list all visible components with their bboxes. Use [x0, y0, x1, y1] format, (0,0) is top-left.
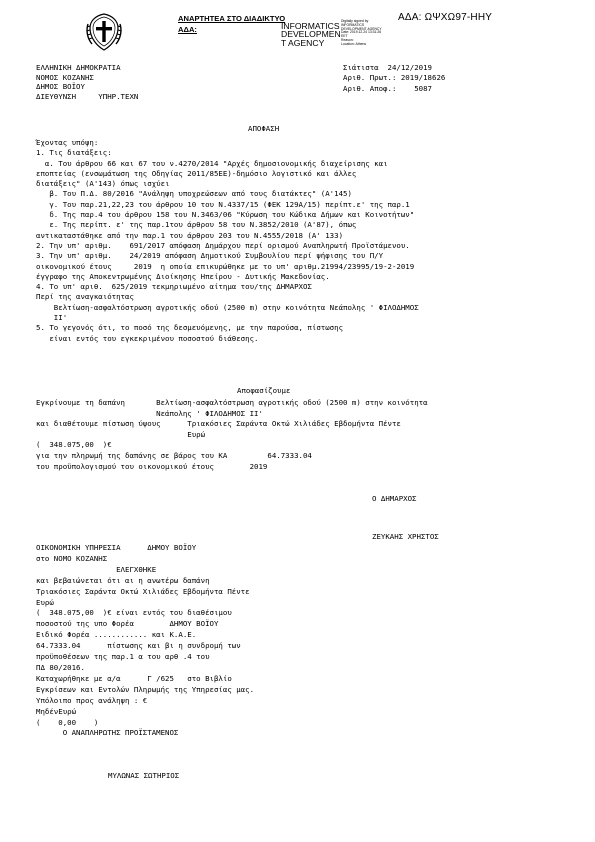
ref-decision-number: Αριθ. Αποφ.: 5087 — [343, 83, 432, 93]
approval-line: και διαθέτουμε πίστωση ύψους Τριακόσιες Σαράντα Οκτώ Χιλιάδες Εβδομήντα Πέντε — [36, 419, 401, 429]
body-line: έγγραφο της Αποκεντρωμένης Διοίκησης Ηπείρου - Δυτικής Μακεδονίας. — [36, 271, 330, 281]
body-line: 2. Την υπ' αριθμ. 691/2017 απόφαση Δημάρχου περί ορισμού Αναπληρωτή Προϊστάμενου. — [36, 240, 410, 250]
decide-heading: Αποφασίζουμε — [237, 386, 291, 395]
finance-line: ( 0,00 ) — [36, 717, 99, 727]
finance-line: ΟΙΚΟΝΟΜΙΚΗ ΥΠΗΡΕΣΙΑ ΔΗΜΟΥ ΒΟΪΟΥ — [36, 543, 197, 552]
approval-line: Εγκρίνουμε τη δαπάνη Βελτίωση-ασφαλτόστρωση αγροτικής οδού (2500 m) στην κοινότητα — [36, 398, 428, 407]
issuer-line: ΔΗΜΟΣ ΒΟΪΟΥ — [36, 82, 85, 92]
digital-signature-block: Digitally signed by INFORMATICS DEVELOPMENT AGENCY Date: 2019.12.24 13:31:26 EET Reason: Location: Athens — [341, 19, 382, 46]
approval-line: ( 348.075,00 )€ — [36, 440, 112, 450]
finance-line: στο ΝΟΜΟ ΚΟΖΑΝΗΣ — [36, 553, 108, 563]
finance-line: Τριακόσιες Σαράντα Οκτώ Χιλιάδες Εβδομήντα Πέντε — [36, 586, 250, 596]
issuer-line: ΝΟΜΟΣ ΚΟΖΑΝΗΣ — [36, 72, 94, 82]
finance-line: ΕΛΕΓΧΘΗΚΕ — [36, 564, 157, 574]
finance-line: 64.7333.04 πίστωσης και βι η συνδρομή των — [36, 641, 241, 651]
posting-title: ΑΝΑΡΤΗΤΕΑ ΣΤΟ ΔΙΑΔΙΚΤΥΟ — [178, 14, 286, 23]
body-line: είναι εντός του εγκεκριμένου ποσοστού διάθεσης. — [36, 333, 259, 343]
approval-line: του προϋπολογισμού του οικονομικού έτους 2019 — [36, 461, 268, 471]
finance-line: και βεβαιώνεται ότι αι η ανωτέρω δαπάνη — [36, 575, 210, 585]
issuer-line: ΔΙΕΥΘΥΝΣΗ ΥΠΗΡ.ΤΕΧΝ — [36, 91, 139, 101]
body-line: ε. Της περίπτ. ε' της παρ.1του άρθρου 58 του Ν.3852/2010 (Α'87), όπως — [36, 220, 357, 230]
body-line: Βελτίωση-ασφαλτόστρωση αγροτικής οδού (2500 m) στην κοινότητα Νεάπολης ' ΦΙΛΟΔΗΜΟΣ — [36, 302, 419, 312]
decision-body — [36, 138, 419, 344]
body-line: 3. Την υπ' αριθμ. 24/2019 απόφαση Δημοτικού Συμβουλίου περί ψήφισης του Π/Υ — [36, 251, 384, 261]
ref-date: Σιάτιστα 24/12/2019 — [343, 63, 432, 72]
body-line: 1. Τις διατάξεις: — [36, 148, 112, 158]
mayor-name: ΖΕΥΚΑΗΣ ΧΡΗΣΤΟΣ — [372, 532, 439, 541]
finance-line: προϋποθέσεων της παρ.1 α του αρθ .4 του — [36, 652, 210, 662]
finance-line: Ευρώ — [36, 597, 54, 607]
mayor-title: Ο ΔΗΜΑΡΧΟΣ — [372, 494, 417, 503]
body-line: α. Του άρθρου 66 και 67 του ν.4270/2014 "Αρχές δημοσιονομικής διαχείρισης και — [36, 158, 388, 168]
issuer-line: ΕΛΛΗΝΙΚΗ ΔΗΜΟΚΡΑΤΙΑ — [36, 63, 121, 72]
ref-protocol: Αριθ. Πρωτ.: 2019/18626 — [343, 73, 446, 83]
finance-line: ΠΔ 80/2016. — [36, 662, 85, 672]
finance-line: Ειδικό Φορέα ............ και Κ.Α.Ε. — [36, 630, 197, 640]
finance-line: ( 348.075,00 )€ είναι εντός του διαθέσιμου — [36, 608, 232, 618]
reference-block — [343, 63, 445, 94]
approval-line: για την πληρωμή της δαπάνης σε βάρος του ΚΑ 64.7333.04 — [36, 450, 312, 460]
body-line: εποπτείας (ενσωμάτωση της Οδηγίας 2011/85ΕΕ)-δημόσιο λογιστικό και άλλες — [36, 168, 357, 178]
finance-line: Υπόλοιπο προς ανάληψη : € — [36, 695, 148, 705]
finance-line: ποσοστού της υπο Φορέα ΔΗΜΟΥ ΒΟΪΟΥ — [36, 619, 219, 629]
finance-line: ΜηδένΕυρώ — [36, 706, 77, 716]
agency-stamp-text: INFORMATICS DEVELOPMEN T AGENCY — [281, 21, 341, 48]
body-line: 5. Το γεγονός ότι, το ποσό της δεσμευόμενης, με την παρούσα, πίστωσης — [36, 323, 344, 333]
finance-block — [36, 543, 254, 739]
finance-line: Εγκρίσεων και Εντολών Πληρωμής της Υπηρεσίας μας. — [36, 684, 255, 694]
body-line: ΙΙ' — [36, 313, 68, 323]
ada-code: ΑΔΑ: ΩΨΧΩ97-ΗΗΥ — [398, 12, 493, 23]
approval-line: Νεάπολης ' ΦΙΛΟΔΗΜΟΣ ΙΙ' — [36, 408, 263, 418]
greek-republic-emblem — [85, 10, 123, 54]
issuer-block — [36, 63, 138, 101]
finance-line: Ο ΑΝΑΠΛΗΡΩΤΗΣ ΠΡΟΪΣΤΑΜΕΝΟΣ — [36, 728, 179, 738]
body-line: γ. Του παρ.21,22,23 του άρθρου 10 του Ν.4337/15 (ΦΕΚ 129Α/15) περίπτ.ε' της παρ.1 — [36, 199, 410, 209]
finance-line: Καταχωρήθηκε με α/α Γ /625 στο Βιβλίο — [36, 673, 232, 683]
body-line: αντικαταστάθηκε από την παρ.1 του άρθρου 203 του Ν.4555/2018 (Α' 133) — [36, 230, 344, 240]
body-line: β. Του Π.Δ. 80/2016 "Ανάληψη υποχρεώσεων από τους διατάκτες" (Α'145) — [36, 189, 352, 199]
body-line: δ. Της παρ.4 του άρθρου 158 του Ν.3463/06 "Κύρωση του Κώδικα Δήμων και Κοινοτήτων" — [36, 210, 415, 220]
coat-of-arms-icon — [85, 10, 123, 54]
decision-title: ΑΠΟΦΑΣΗ — [248, 124, 280, 133]
body-line: 4. Το υπ' αριθ. 625/2019 τεκμηριωμένο αίτημα του/της ΔΗΜΑΡΧΟΣ — [36, 282, 312, 292]
body-line: Έχοντας υπόψη: — [36, 138, 99, 147]
approval-block — [36, 398, 428, 472]
body-line: διατάξεις" (Α'143) όπως ισχύει — [36, 179, 170, 189]
approval-line: Ευρώ — [36, 429, 206, 439]
body-line: Περί της αναγκαιότητας — [36, 292, 134, 302]
ada-label: ΑΔΑ: — [178, 25, 197, 34]
finance-signer: ΜΥΛΩΝΑΣ ΣΩΤΗΡΙΟΣ — [108, 771, 180, 780]
body-line: οικονομικού έτους 2019 η οποία επικυρώθηκε με το υπ' αριθμ.21994/23995/19-2-2019 — [36, 261, 415, 271]
